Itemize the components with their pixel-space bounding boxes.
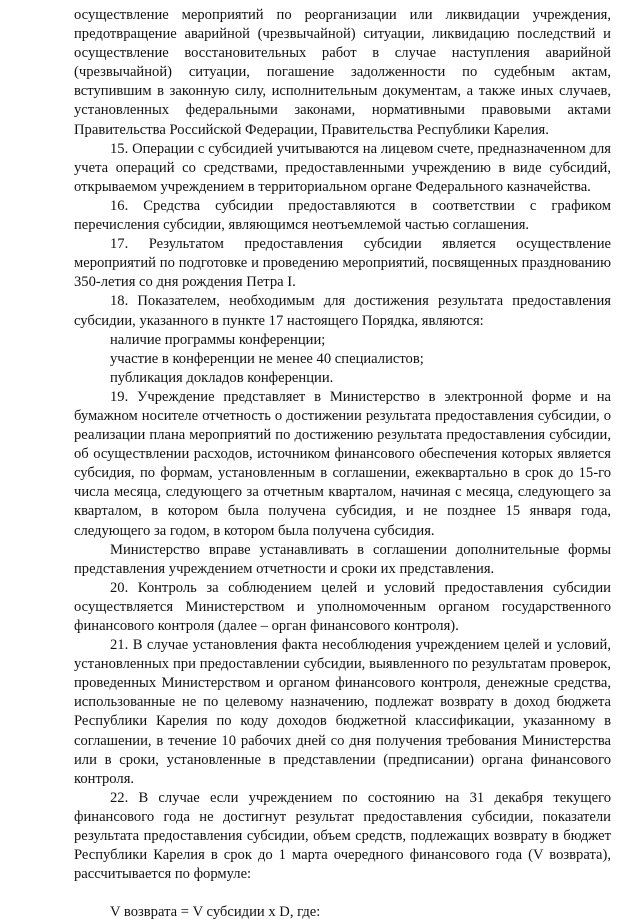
paragraph-15: 15. Операции с субсидией учитываются на лицевом счете, предназначенном для учета операций со средствами, предоставленными учреждению в виде субсидий, открываемом учреждением в территориальном органе Федерального казначейства. (74, 140, 611, 195)
paragraph-continuation: осуществление мероприятий по реорганизации или ликвидации учреждения, предотвращение аварийной (чрезвычайной) ситуации, ликвидацию последствий и осуществление восстановительных работ в случае наступления аварийной (чрезвычайной) ситуации, погашение задолженности по судебным актам, вступившим в законную силу, исполнительным документам, а также иных случаев, установленных федеральными законами, нормативными правовыми актами Правительства Российской Федерации, Правительства Республики Карелия. (74, 7, 611, 138)
list-item-participants: участие в конференции не менее 40 специалистов; (110, 350, 424, 367)
formula-line: V возврата = V субсидии x D, где: (110, 904, 321, 921)
paragraph-21: 21. В случае установления факта несоблюдения учреждением целей и условий, установленных при предоставлении субсидии, выявленного по результатам проверок, проведенных Министерством и органом финансового контроля, денежные средства, использованные не по целевому назначению, подлежат возврату в доход бюджета Республики Карелия по коду доходов бюджетной классификации, указанному в соглашении, в течение 10 рабочих дней со дня получения требования Министерства или в сроки, установленные в представлении (предписании) органа финансового контроля. (74, 637, 611, 787)
list-item-publication: публикация докладов конференции. (110, 369, 334, 386)
paragraph-19-additional: Министерство вправе устанавливать в соглашении дополнительные формы представления учреждением отчетности и сроки их представления. (74, 541, 611, 577)
paragraph-17: 17. Результатом предоставления субсидии является осуществление мероприятий по подготовке и проведению мероприятий, посвященных празднованию 350-летия со дня рождения Петра I. (74, 236, 611, 291)
list-item-program: наличие программы конференции; (110, 331, 326, 348)
paragraph-22: 22. В случае если учреждением по состоянию на 31 декабря текущего финансового года не достигнут результат предоставления субсидии, показатели результата предоставления субсидии, объем средств, подлежащих возврату в бюджет Республики Карелия в срок до 1 марта очередного финансового года (V возврата), рассчитывается по формуле: (74, 789, 611, 883)
paragraph-20: 20. Контроль за соблюдением целей и условий предоставления субсидии осуществляется Министерством и уполномоченным органом государственного финансового контроля (далее – орган финансового контроля). (74, 579, 611, 634)
paragraph-19: 19. Учреждение представляет в Министерство в электронной форме и на бумажном носителе отчетность о достижении результата предоставления субсидии, о реализации плана мероприятий по достижению результата предоставления субсидии, об осуществлении расходов, источником финансового обеспечения которых является субсидия, по формам, установленным в соглашении, ежеквартально в срок до 15-го числа месяца, следующего за отчетным кварталом, начиная с месяца, следующего за кварталом, в котором была получена субсидия, и не позднее 15 января года, следующего за годом, в котором была получена субсидия. (74, 388, 611, 539)
paragraph-18: 18. Показателем, необходимым для достижения результата предоставления субсидии, указанного в пункте 17 настоящего Порядка, являются: (74, 293, 611, 329)
paragraph-16: 16. Средства субсидии предоставляются в соответствии с графиком перечисления субсидии, являющимся неотъемлемой частью соглашения. (74, 197, 611, 234)
